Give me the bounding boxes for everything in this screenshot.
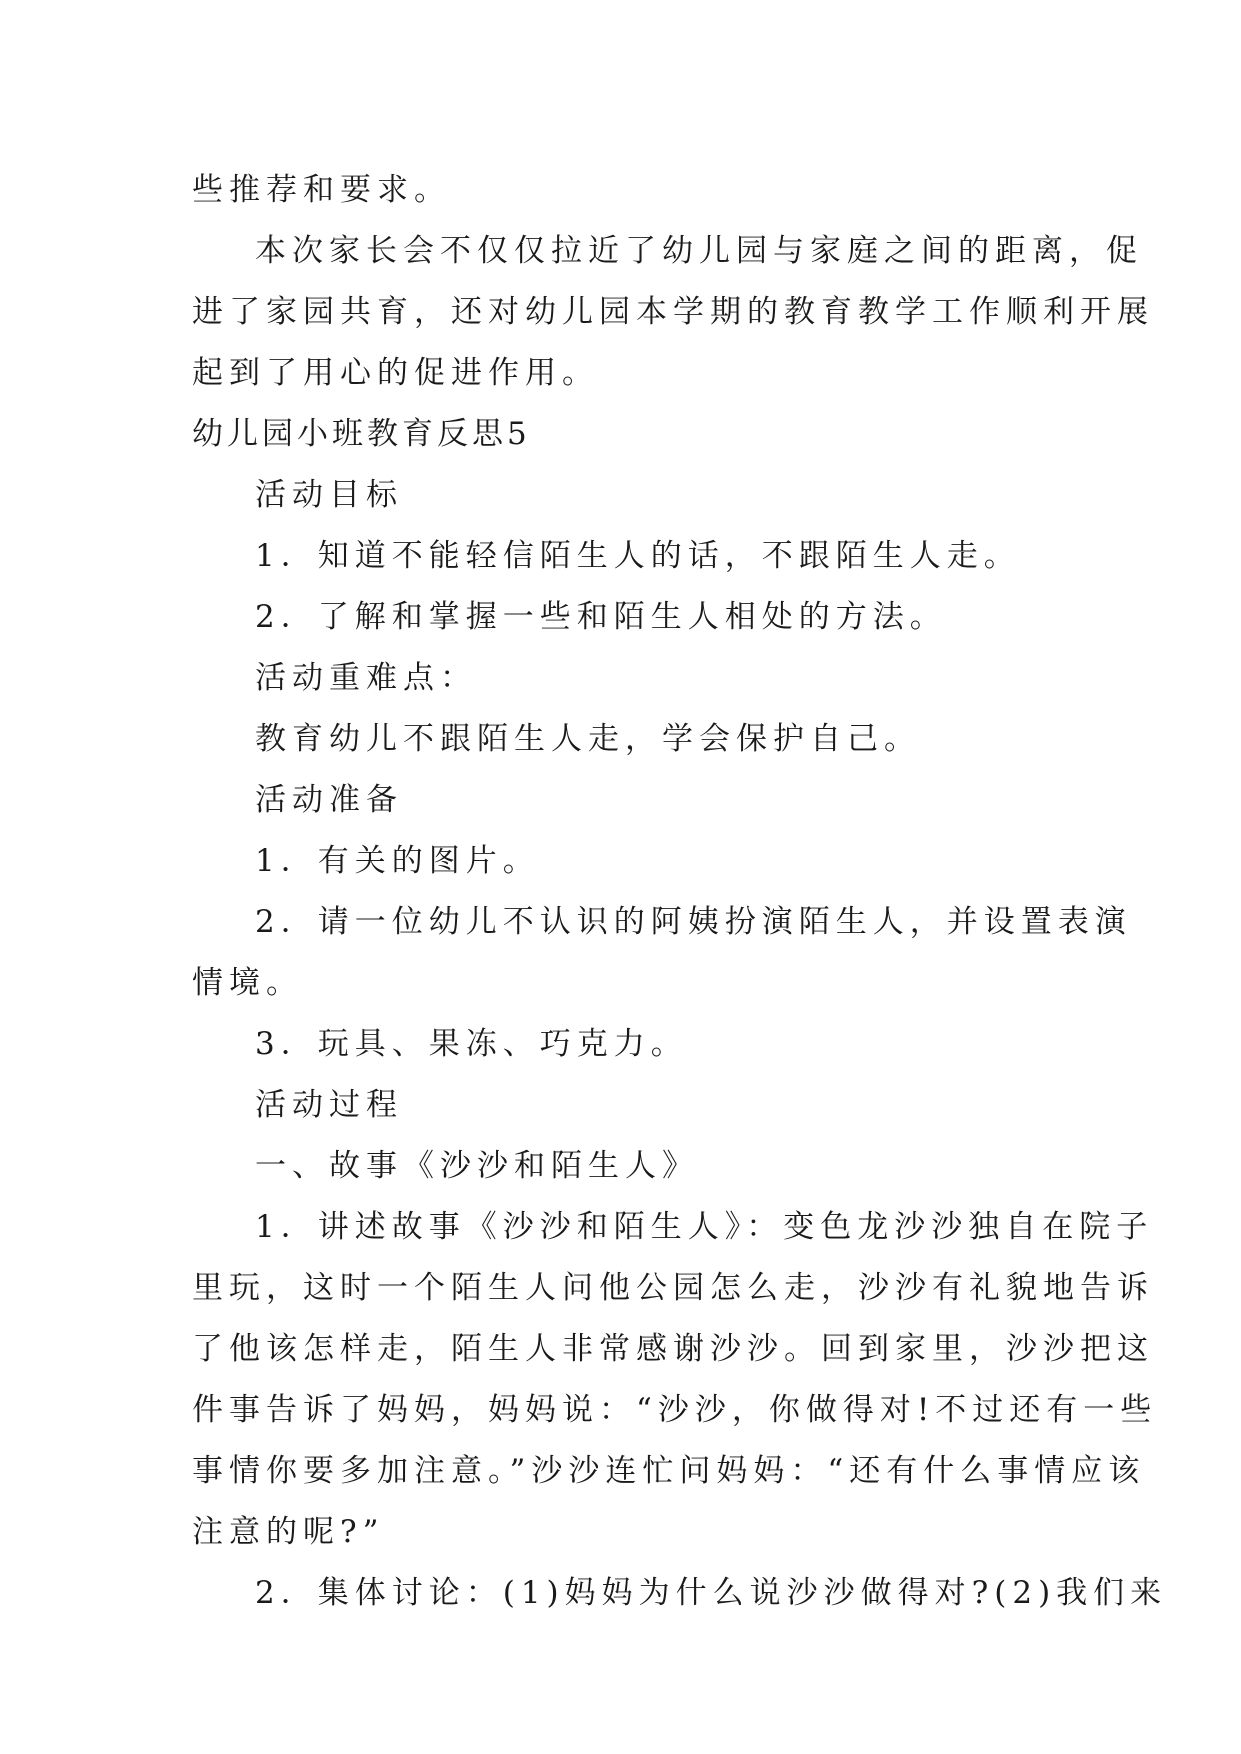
list-item-continuation: 里玩，这时一个陌生人问他公园怎么走，沙沙有礼貌地告诉 [192,1270,1154,1306]
paragraph-line: 些推荐和要求。 [192,172,451,208]
paragraph-line: 教育幼儿不跟陌生人走，学会保护自己。 [255,721,921,757]
list-item-continuation: 事情你要多加注意。”沙沙连忙问妈妈：“还有什么事情应该 [192,1453,1146,1489]
step-heading: 一、故事《沙沙和陌生人》 [255,1148,699,1184]
subsection-heading: 活动准备 [255,782,403,818]
list-item-continuation: 了他该怎样走，陌生人非常感谢沙沙。回到家里，沙沙把这 [192,1331,1154,1367]
paragraph-line: 进了家园共育，还对幼儿园本学期的教育教学工作顺利开展 [192,294,1154,330]
list-item: 2．集体讨论：(1)妈妈为什么说沙沙做得对?(2)我们来 [255,1575,1168,1611]
paragraph-line: 本次家长会不仅仅拉近了幼儿园与家庭之间的距离，促 [255,233,1143,269]
subsection-heading: 活动重难点： [255,660,477,696]
list-item: 1．有关的图片。 [255,843,540,879]
subsection-heading: 活动过程 [255,1087,403,1123]
list-item: 1．讲述故事《沙沙和陌生人》：变色龙沙沙独自在院子 [255,1209,1154,1245]
list-item: 1．知道不能轻信陌生人的话，不跟陌生人走。 [255,538,1021,574]
list-item: 2．了解和掌握一些和陌生人相处的方法。 [255,599,947,635]
paragraph-line: 起到了用心的促进作用。 [192,355,599,391]
subsection-heading: 活动目标 [255,477,403,513]
list-item: 3．玩具、果冻、巧克力。 [255,1026,688,1062]
section-title: 幼儿园小班教育反思5 [192,416,531,452]
list-item-continuation: 情境。 [192,965,303,1001]
list-item-continuation: 件事告诉了妈妈，妈妈说：“沙沙，你做得对!不过还有一些 [192,1392,1158,1428]
list-item-continuation: 注意的呢?” [192,1514,385,1550]
document-body [192,160,1168,1624]
list-item: 2．请一位幼儿不认识的阿姨扮演陌生人，并设置表演 [255,904,1132,940]
